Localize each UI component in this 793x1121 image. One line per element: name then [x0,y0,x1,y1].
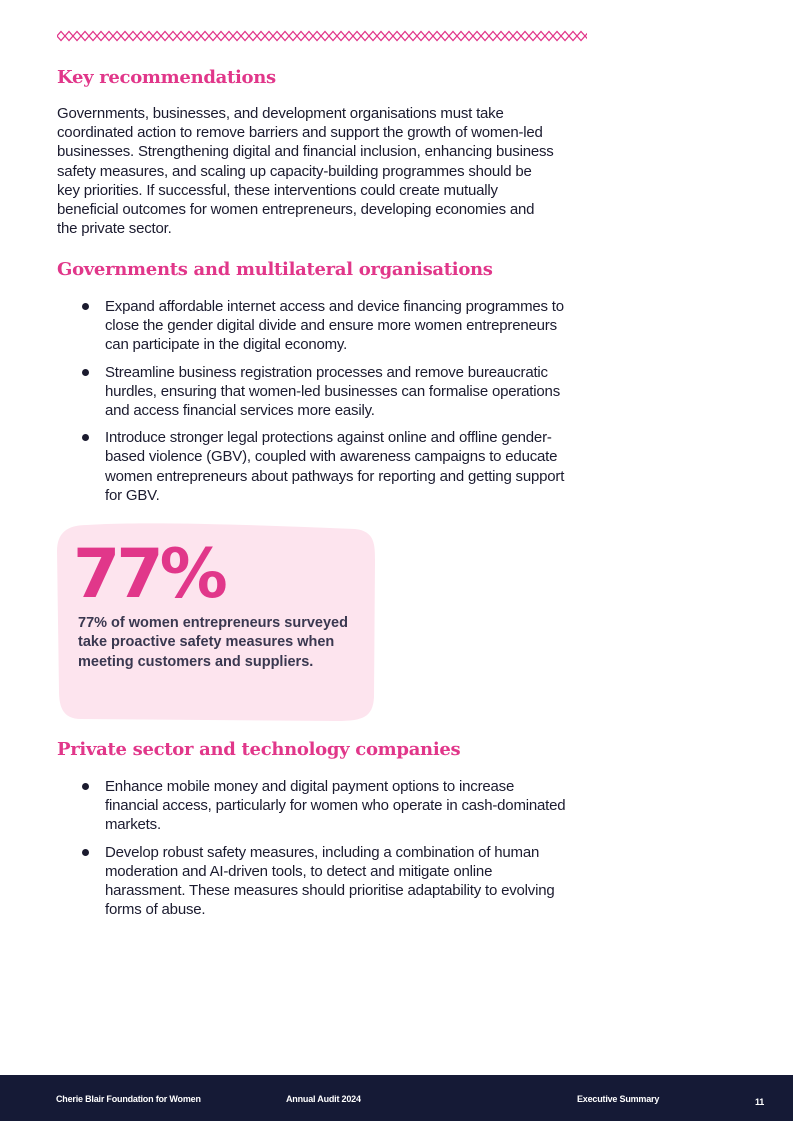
list-item-text: Develop robust safety measures, including a combination of human moderation and AI-driven tools, to detect and mitigate online harassment. These measures should prioritise adaptability to evolving forms of abuse. [105,843,555,919]
stat-value: 77% [73,535,224,614]
heading-private-sector: Private sector and technology companies [57,739,461,760]
page-number: 11 [755,1097,765,1107]
footer-report: Annual Audit 2024 [286,1094,361,1104]
list-item-text: Streamline business registration processes and remove bureaucratic hurdles, ensuring that women-led businesses can formalise operations and access financial services more easily. [105,363,560,420]
list-item [57,843,567,920]
heading-governments: Governments and multilateral organisations [57,259,493,280]
list-item-text: Expand affordable internet access and device financing programmes to close the gender digital divide and ensure more women entrepreneurs can participate in the digital economy. [105,298,564,354]
governments-list [57,297,567,513]
zigzag-divider-icon [57,30,587,42]
footer-organisation: Cherie Blair Foundation for Women [56,1094,201,1104]
heading-key-recommendations: Key recommendations [57,67,276,88]
stat-callout-card [57,521,375,723]
key-recommendations-body: Governments, businesses, and development organisations must take coordinated action to remove barriers and support the growth of women-led businesses. Strengthening digital and financial inclusion, enhancing business safety measures, and scaling up capacity-building programmes should be key priorities. If successful, these interventions could create mutually beneficial outcomes for women entrepreneurs, developing economies and the private sector. [57,105,554,238]
page-footer [0,1075,793,1121]
bullet-icon [82,434,89,441]
list-item-text: Enhance mobile money and digital payment options to increase financial access, particularly for women who operate in cash-dominated markets. [105,778,566,834]
list-item [57,777,567,835]
bullet-icon [82,303,89,310]
private-sector-list [57,777,567,927]
bullet-icon [82,369,89,376]
list-item [57,363,567,421]
list-item [57,428,567,505]
bullet-icon [82,849,89,856]
list-item [57,297,567,355]
footer-section: Executive Summary [577,1094,660,1104]
list-item-text: Introduce stronger legal protections against online and offline gender-based violence (GBV), coupled with awareness campaigns to educate women entrepreneurs about pathways for reporting and getting support for GBV. [105,429,565,504]
bullet-icon [82,783,89,790]
stat-description: 77% of women entrepreneurs surveyed take proactive safety measures when meeting customers and suppliers. [78,615,348,670]
